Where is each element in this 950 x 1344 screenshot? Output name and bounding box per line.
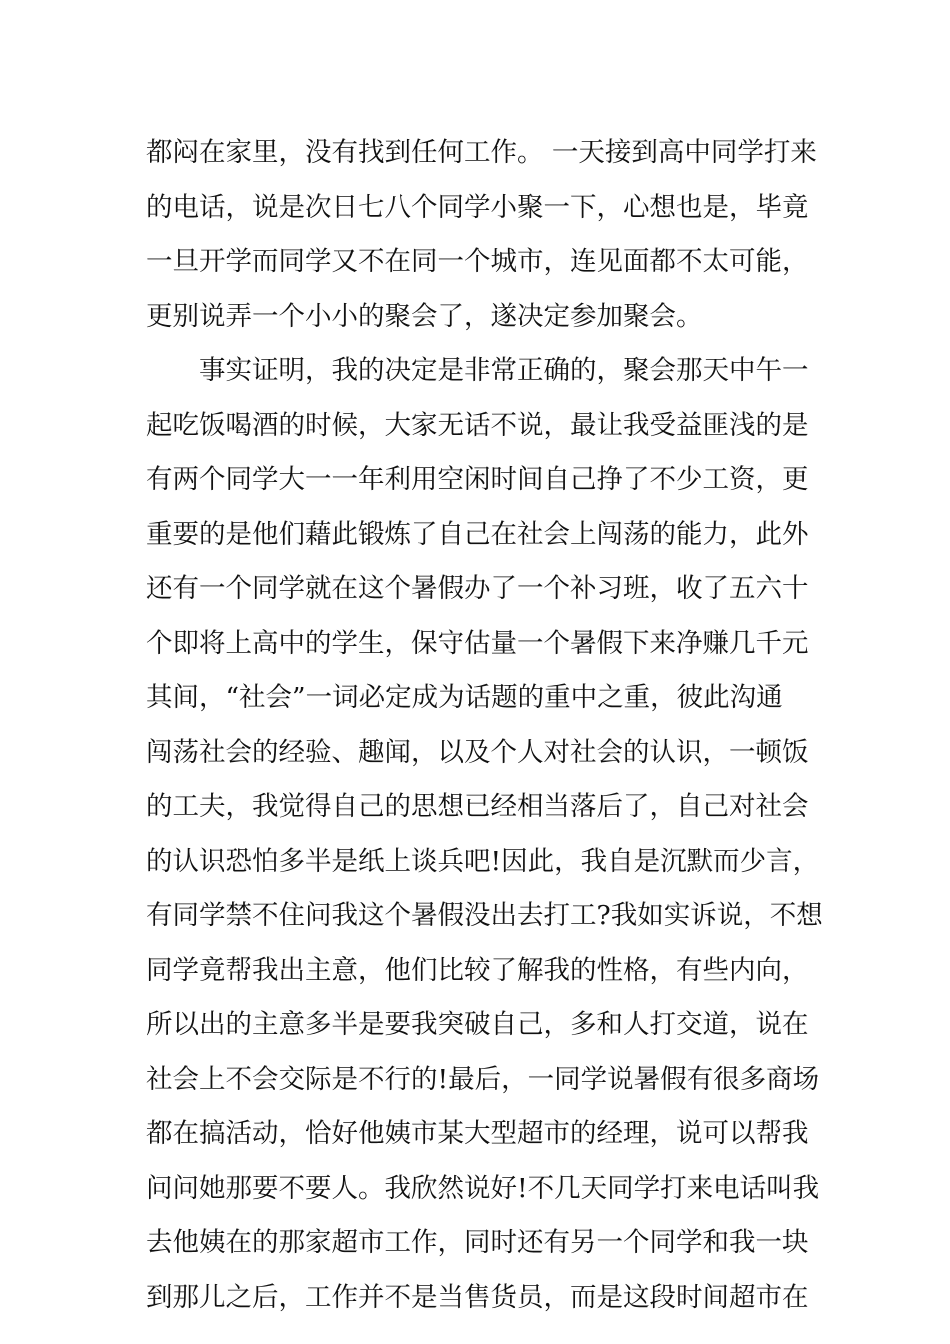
text-line: 所以出的主意多半是要我突破自己，多和人打交道，说在: [146, 1009, 809, 1040]
text-line: 起吃饭喝酒的时候，大家无话不说，最让我受益匪浅的是: [146, 409, 809, 441]
text-line: 其间，“社会”一词必定成为话题的重中之重，彼此沟通: [146, 682, 783, 713]
text-line: 都闷在家里，没有找到任何工作。 一天接到高中同学打来: [146, 137, 817, 168]
text-line: 还有一个同学就在这个暑假办了一个补习班，收了五六十: [146, 573, 809, 604]
text-line: 重要的是他们藉此锻炼了自己在社会上闯荡的能力，此外: [146, 518, 809, 550]
text-line: 的认识恐怕多半是纸上谈兵吧!因此，我自是沉默而少言，: [146, 845, 820, 877]
text-line: 社会上不会交际是不行的!最后，一同学说暑假有很多商场: [146, 1063, 820, 1095]
text-line: 去他姨在的那家超市工作，同时还有另一个同学和我一块: [146, 1227, 809, 1258]
text-line: 个即将上高中的学生，保守估量一个暑假下来净赚几千元: [146, 627, 809, 659]
text-line: 一旦开学而同学又不在同一个城市，连见面都不太可能，: [146, 246, 809, 277]
text-line: 到那儿之后，工作并不是当售货员，而是这段时间超市在: [146, 1281, 809, 1313]
text-line: 的电话，说是次日七八个同学小聚一下，心想也是，毕竟: [146, 191, 809, 223]
text-line: 都在搞活动，恰好他姨市某大型超市的经理，说可以帮我: [146, 1118, 809, 1149]
document-text-body: [146, 126, 826, 1325]
text-line: 同学竟帮我出主意，他们比较了解我的性格，有些内向，: [146, 954, 809, 986]
text-line: 事实证明，我的决定是非常正确的，聚会那天中午一: [146, 355, 809, 386]
text-line: 闯荡社会的经验、趣闻，以及个人对社会的认识，一顿饭: [146, 736, 809, 768]
text-line: 更别说弄一个小小的聚会了，遂决定参加聚会。: [146, 300, 703, 332]
text-line: 的工夫，我觉得自己的思想已经相当落后了，自己对社会: [146, 791, 809, 822]
text-line: 有两个同学大一一年利用空闲时间自己挣了不少工资，更: [146, 464, 809, 495]
text-line: 问问她那要不要人。我欣然说好!不几天同学打来电话叫我: [146, 1172, 820, 1204]
text-line: 有同学禁不住问我这个暑假没出去打工?我如实诉说，不想: [146, 900, 823, 931]
